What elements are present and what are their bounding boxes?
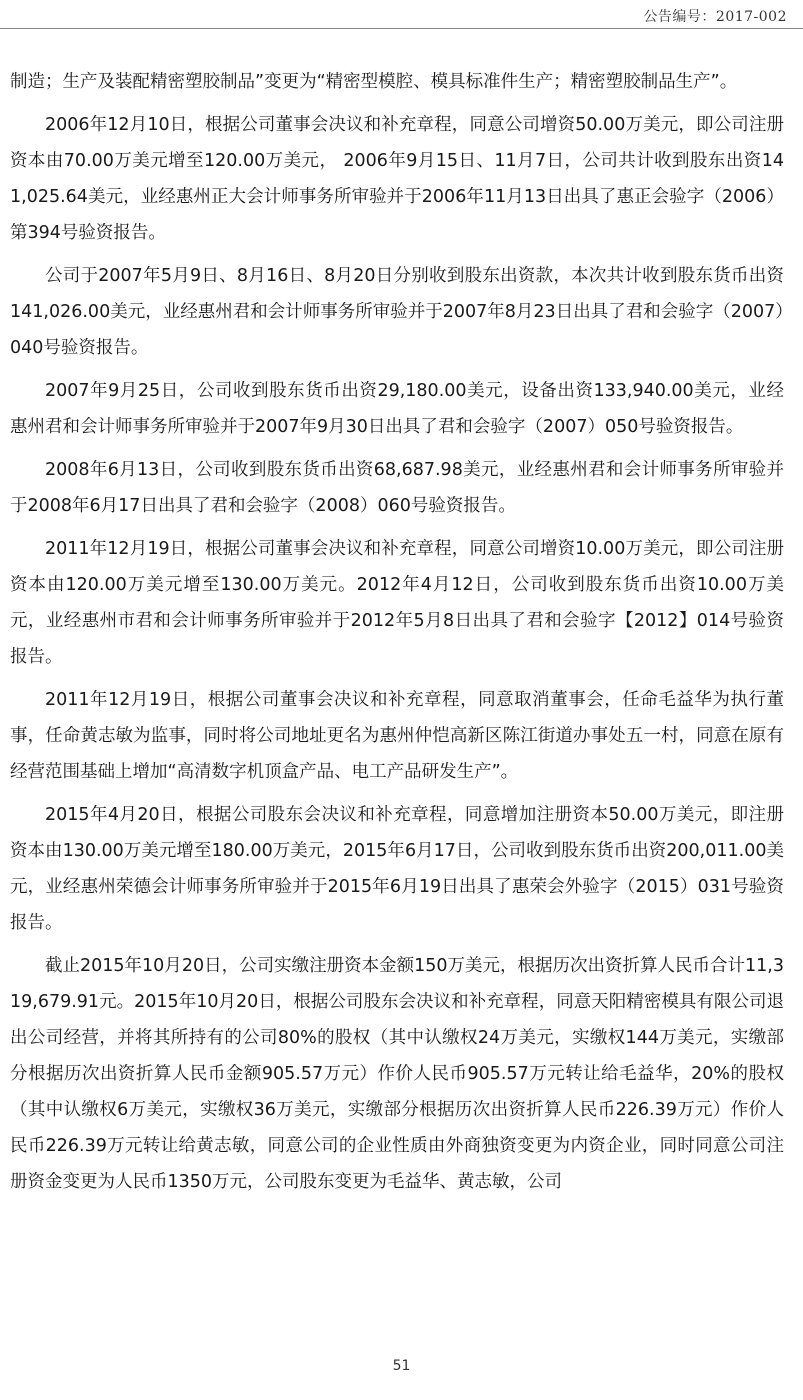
paragraph-2011-capital-increase: 2011年12月19日，根据公司董事会决议和补充章程，同意公司增资10.00万美元，即公司注册资本由120.00万美元增至130.00万美元。2012年4月12日，公司收到股东货币出资10.00万美元，业经惠州市君和会计师事务所审验并于2012年5月8日出具了君和会验字【2012】014号验资报告。	[10, 539, 784, 667]
paragraph-2015-capital-increase: 2015年4月20日，根据公司股东会决议和补充章程，同意增加注册资本50.00万美元，即注册资本由130.00万美元增至180.00万美元，2015年6月17日，公司收到股东货币出资200,011.00美元，业经惠州荣德会计师事务所审验并于2015年6月19日出具了惠荣会外验字（2015）031号验资报告。	[10, 805, 784, 933]
paragraph-2008-contribution: 2008年6月13日，公司收到股东货币出资68,687.98美元，业经惠州君和会计师事务所审验并于2008年6月17日出具了君和会验字（2008）060号验资报告。	[10, 460, 784, 516]
paragraph-2007-contribution: 公司于2007年5月9日、8月16日、8月20日分别收到股东出资款，本次共计收到股东货币出资141,026.00美元，业经惠州君和会计师事务所审验并于2007年8月23日出具了君和会验字（2007）040号验资报告。	[10, 266, 784, 358]
document-body	[10, 64, 784, 1207]
paragraph-continuation: 制造；生产及装配精密塑胶制品”变更为“精密型模腔、模具标准件生产；精密塑胶制品生产”。	[10, 72, 738, 92]
paragraph-2015-equity-transfer: 截止2015年10月20日，公司实缴注册资本金额150万美元，根据历次出资折算人民币合计11,319,679.91元。2015年10月20日，根据公司股东会决议和补充章程，同意天阳精密模具有限公司退出公司经营，并将其所持有的公司80%的股权（其中认缴权24万美元，实缴权144万美元，实缴部分根据历次出资折算人民币金额905.57万元）作价人民币905.57万元转让给毛益华，20%的股权（其中认缴权6万美元，实缴权36万美元，实缴部分根据历次出资折算人民币226.39万元）作价人民币226.39万元转让给黄志敏，同意公司的企业性质由外商独资变更为内资企业，同时同意公司注册资金变更为人民币1350万元，公司股东变更为毛益华、黄志敏，公司	[10, 956, 784, 1192]
paragraph-2007-sept-contribution: 2007年9月25日，公司收到股东货币出资29,180.00美元，设备出资133,940.00美元，业经惠州君和会计师事务所审验并于2007年9月30日出具了君和会验字（2007）050号验资报告。	[10, 381, 784, 437]
document-number: 公告编号：2017-002	[643, 9, 787, 25]
page-number: 51	[392, 1358, 411, 1374]
paragraph-2006-capital-increase: 2006年12月10日，根据公司董事会决议和补充章程，同意公司增资50.00万美元，即公司注册资本由70.00万美元增至120.00万美元， 2006年9月15日、11月7日，公司共计收到股东出资141,025.64美元，业经惠州正大会计师事务所审验并于2006年11月13日出具了惠正会验字（2006）第394号验资报告。	[10, 115, 784, 243]
paragraph-2011-board-change: 2011年12月19日，根据公司董事会决议和补充章程，同意取消董事会，任命毛益华为执行董事，任命黄志敏为监事，同时将公司地址更名为惠州仲恺高新区陈江街道办事处五一村，同意在原有经营范围基础上增加“高清数字机顶盒产品、电工产品研发生产”。	[10, 690, 784, 782]
header-divider	[0, 28, 803, 29]
